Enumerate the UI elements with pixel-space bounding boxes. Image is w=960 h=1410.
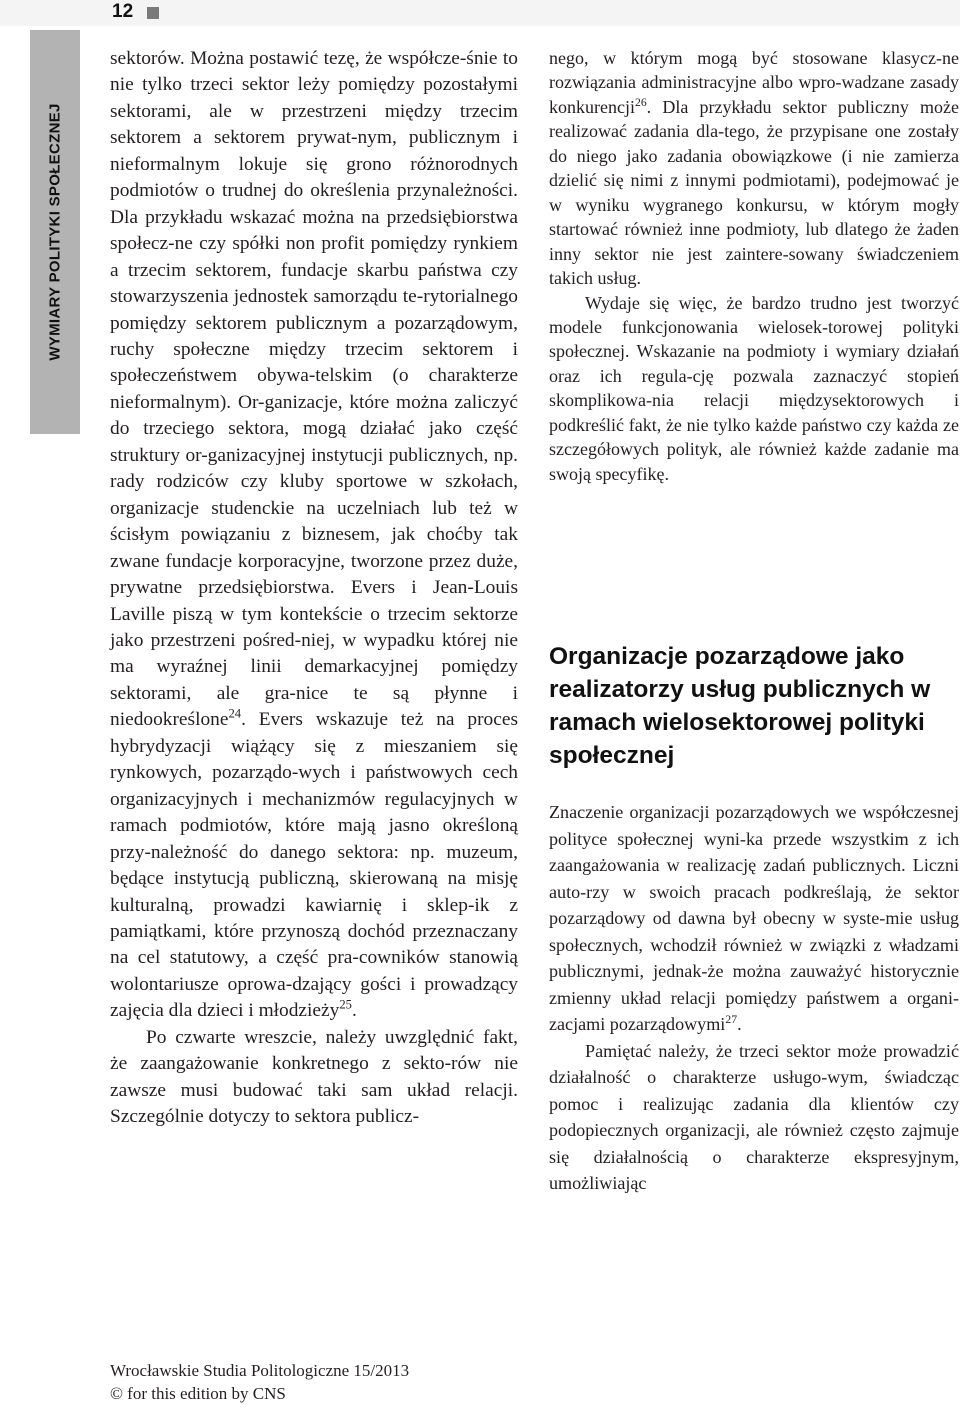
left-paragraph-2: Po czwarte wreszcie, należy uwzględnić fakt, że zaangażowanie konkretnego z sekto-rów nie zawsze musi budować taki sam układ relacji. Szczególnie dotyczy to sektora publicz- (110, 1026, 518, 1128)
right-paragraph-3 (549, 799, 959, 1038)
right-p3-text-a: Znaczenie organizacji pozarządowych we współczesnej polityce społecznej wyni-ka przede wszystkim z ich zaangażowania w realizację zadań publicznych. Liczni auto-rzy w swoich pracach podkreślają, że sektor pozarządowy od dawna był obecny w syste-mie usług społecznych, wchodził również w związki z władzami publicznymi, jednak-że można zauważyć historycznie zmienny układ relacji pomiędzy państwem a organi-zacjami pozarządowymi (549, 802, 959, 1034)
section-tab-label: WYMIARY POLITYKI SPOŁECZNEJ (46, 103, 64, 361)
left-column (110, 46, 518, 1131)
right-p3-text-b: . (737, 1014, 742, 1034)
right-column-top (549, 46, 959, 486)
footnote-ref-25: 25 (339, 997, 352, 1012)
right-column-bottom (549, 799, 959, 1197)
left-p1-text-b: . Evers wskazuje też na proces hybrydyzacji wiążący się z mieszaniem się rynkowych, pozarządo-wych i państwowych cech organizacyjnych i mechanizmów regulacyjnych w ramach podmiotów, które mają jasno określoną przy-należność do danego sektora: np. muzeum, będące instytucją publiczną, skierowaną na misję kulturalną, prowadzi kawiarnię i sklep-ik z pamiątkami, które przynoszą dochód przeznaczany na cel statutowy, a część pra-cowników stanowią wolontariusze oprowa-dzający gości i prowadzący zajęcia dla dzieci i młodzieży (110, 709, 518, 1022)
footnote-ref-27: 27 (725, 1012, 738, 1026)
right-paragraph-4: Pamiętać należy, że trzeci sektor może prowadzić działalność o charakterze usługo-wym, świadcząc pomoc i realizując zadania dla klientów czy podopiecznych organizacji, ale również często zajmuje się działalnością o charakterze ekspresyjnym, umożliwiając (549, 1040, 959, 1193)
left-paragraph-1 (110, 46, 518, 1025)
right-p1-text-a: nego, w którym mogą być stosowane klasycz-ne rozwiązania administracyjne albo wpro-wadzane zasady konkurencji (549, 48, 959, 117)
square-marker-icon (147, 7, 159, 19)
journal-name: Wrocławskie Studia Politologiczne 15/2013 (110, 1361, 410, 1380)
left-p1-text-c: . (351, 1000, 357, 1022)
right-p1-text-b: . Dla przykładu sektor publiczny może realizować zadania dla-tego, że przypisane one zostały do niego jako zadania obowiązkowe (i nie zamierza dzielić się nimi z innymi podmiotami), podejmować je w wyniku wygranego konkursu, w którym mogły startować również inne podmioty, lub dlatego że żaden inny sektor nie jest zaintere-sowany świadczeniem takich usług. (549, 96, 959, 289)
copyright-notice: © for this edition by CNS (110, 1384, 286, 1403)
footnote-ref-24: 24 (228, 706, 242, 721)
header-bar (0, 0, 960, 26)
page-footer (110, 1359, 409, 1405)
section-side-tab (30, 30, 80, 434)
section-heading: Organizacje pozarządowe jako realizatorzy usług publicznych w ramach wielosektorowej polityki społecznej (549, 643, 931, 769)
page-number: 12 (112, 1, 134, 22)
left-p1-text-a: sektorów. Można postawić tezę, że współcze-śnie to nie tylko trzeci sektor leży pomiędzy pozostałymi sektorami, ale w przestrzeni między trzecim sektorem a sektorem prywat-nym, publicznym i nieformalnym lokuje się grono różnorodnych podmiotów o trudnej do określenia przynależności. Dla przykładu wskazać można na przedsiębiorstwa społecz-ne czy spółki non profit pomiędzy rynkiem a trzecim sektorem, fundacje skarbu państwa czy stowarzyszenia jednostek samorządu te-rytorialnego pomiędzy sektorem publicznym a pozarządowym, ruchy społeczne między trzecim sektorem i społeczeństwem obywa-telskim (o charakterze nieformalnym). Or-ganizacje, które można zaliczyć do trzeciego sektora, mogą działać jako część struktury or-ganizacyjnej instytucji publicznych, np. rady rodziców czy kluby sportowe w szkołach, organizacje studenckie na uczelniach lub też w ścisłym powiązaniu z biznesem, jak choćby tak zwane fundacje korporacyjne, tworzone przez duże, prywatne przedsiębiorstwa. Evers i Jean-Louis Laville piszą w tym kontekście o trzecim sektorze jako przestrzeni pośred-niej, w wypadku której nie ma wyraźnej linii demarkacyjnej pomiędzy sektorami, ale gra-nice te są płynne i niedookreślone (110, 48, 518, 731)
footnote-ref-26: 26 (634, 95, 647, 109)
right-paragraph-2: Wydaje się więc, że bardzo trudno jest tworzyć modele funkcjonowania wielosek-torowej polityki społecznej. Wskazanie na podmioty i wymiary działań oraz ich regula-cję pozwala zaznaczyć stopień skomplikowa-nia relacji międzysektorowych i podkreślić fakt, że nie tylko każde państwo czy każda ze szczegółowych polityk, ale również każde zadanie ma swoją specyfikę. (549, 292, 959, 484)
right-paragraph-1 (549, 46, 959, 291)
